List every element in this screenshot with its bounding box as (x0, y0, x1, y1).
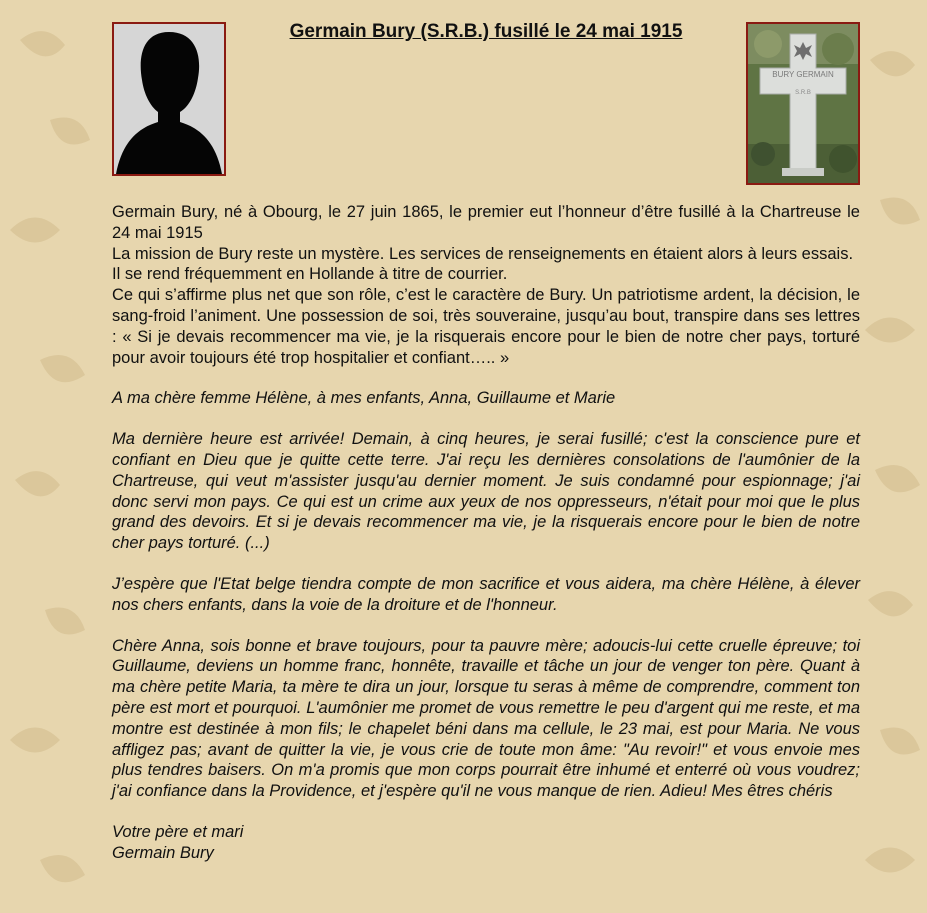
grave-cross-image (748, 24, 858, 183)
silhouette-icon (114, 24, 224, 174)
intro-paragraph-2: La mission de Bury reste un mystère. Les services de renseignements en étaient alors à leurs essais. (112, 244, 854, 263)
letter-closing-line-1: Votre père et mari (112, 822, 244, 841)
grave-photo (746, 22, 860, 185)
page-title: Germain Bury (S.R.B.) fusillé le 24 mai 1915 (289, 21, 683, 42)
letter-signature: Germain Bury (112, 843, 214, 862)
letter-paragraph-2: J’espère que l'Etat belge tiendra compte de mon sacrifice et vous aidera, ma chère Hélène, à élever nos chers enfants, dans la voie de la droiture et de l'honneur. (112, 574, 860, 614)
intro-paragraph-3: Il se rend fréquemment en Hollande à titre de courrier. (112, 265, 508, 284)
intro-paragraph-4: Ce qui s’affirme plus net que son rôle, c’est le caractère de Bury. Un patriotisme ardent, la décision, le sang-froid l’animent. Une possession de soi, très souveraine, jusqu’au bout, transpire dans ses lettres : « Si je devais recommencer ma vie, je la risquerais encore pour le bien de notre cher pays, torturé pour avoir toujours été trop hospitalier et confiant….. » (112, 286, 860, 367)
grave-inscription-line2: S.R.B (795, 90, 811, 96)
letter-paragraph-3: Chère Anna, sois bonne et brave toujours, pour ta pauvre mère; adoucis-lui cette cruelle épreuve; toi Guillaume, deviens un homme franc, honnête, travaille et tâche un jour de venger ton père. Quant à ma chère petite Maria, ta mère te dira un jour, lorsque tu seras à même de comprendre, comment ton père est mort et pourquoi. L'aumônier me promet de vous remettre le peu d'argent qui me reste, et ma montre est destinée à mon fils; le chapelet béni dans ma cellule, le 23 mai, est pour Maria. Ne vous affligez pas; avant de quitter la vie, je vous crie de toute mon âme: "Au revoir!" et vous envoie mes plus tendres baisers. On m'a promis que mon corps pourrait être inhumé et enterré où vous voudrez; j'ai confiance dans la Providence, et j'espère qu'il ne vous manque de rien. Adieu! Mes êtres chéris (112, 636, 860, 801)
letter-salutation: A ma chère femme Hélène, à mes enfants, Anna, Guillaume et Marie (112, 389, 616, 408)
article-body (112, 202, 860, 864)
grave-inscription-line1: BURY GERMAIN (772, 70, 834, 79)
intro-paragraph-1: Germain Bury, né à Obourg, le 27 juin 1865, le premier eut l’honneur d’être fusillé à la Chartreuse le 24 mai 1915 (112, 203, 860, 242)
letter-paragraph-1: Ma dernière heure est arrivée! Demain, à cinq heures, je serai fusillé; c'est la conscience pure et confiant en Dieu que je quitte cette terre. J'ai reçu les dernières consolations de l'aumônier de la Chartreuse, qui veut m'assister jusqu'au dernier moment. Je suis condamné pour espionnage; j'ai donc servi mon pays. Ce qui est un crime aux yeux de nos oppresseurs, n'était pour moi que le plus grand des devoirs. Et si je devais recommencer ma vie, je la risquerais encore pour le bien de notre cher pays torturé. (...) (112, 430, 860, 553)
silhouette-portrait (112, 22, 226, 176)
